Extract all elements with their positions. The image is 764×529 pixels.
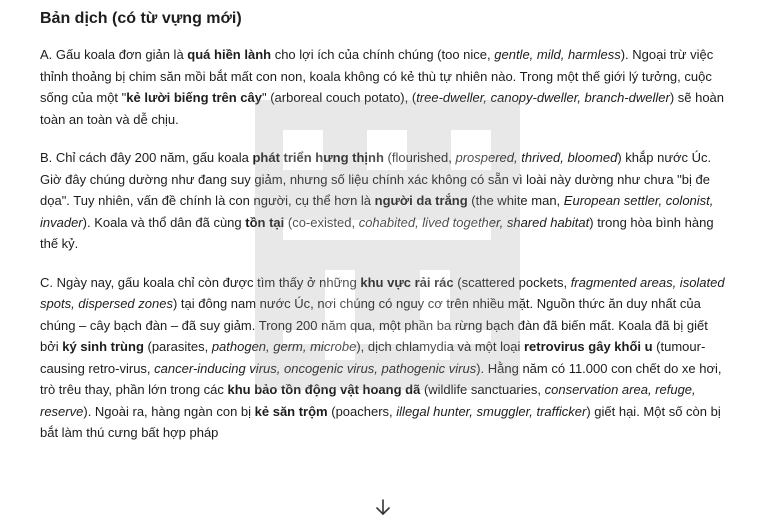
paragraph-text: A. Gấu koala đơn giản là: [40, 47, 188, 62]
italic-synonyms: European settler, colonist, invader: [40, 193, 714, 230]
arrow-down-icon[interactable]: [372, 497, 394, 519]
paragraph-text: B. Chỉ cách đây 200 năm, gấu koala: [40, 150, 253, 165]
italic-synonyms: prospered, thrived, bloomed: [455, 150, 618, 165]
paragraph-text: ) giết hại. Một số còn bị bắt làm thú cưng bất hợp pháp: [40, 403, 721, 440]
paragraph-text: (flourished,: [383, 150, 456, 165]
bold-term: tồn tại: [245, 214, 285, 230]
paragraph-text: (scattered pockets,: [453, 274, 571, 290]
italic-synonyms: fragmented areas, isolated spots, dispersed zones: [40, 274, 725, 311]
bold-term: ký sinh trùng: [62, 339, 144, 354]
paragraph-b: [40, 147, 730, 255]
paragraph-text: (the white man,: [467, 193, 564, 208]
paragraph-text: ). Ngoại trừ việc thỉnh thoảng bị chim săn mồi bắt mất con non, koala không có kẻ thù tự nhiên nào. Trong một thế giới lý tưởng, cuộc sống của một ": [40, 47, 714, 105]
document-title: Bản dịch (có từ vựng mới): [40, 10, 242, 27]
paragraph-text: ). Koala và thổ dân đã cùng: [82, 214, 246, 230]
paragraph-text: C. Ngày nay, gấu koala chỉ còn được tìm thấy ở những: [40, 274, 361, 290]
bold-term: kẻ săn trộm: [254, 403, 328, 419]
paragraph-text: (wildlife sanctuaries,: [420, 382, 545, 397]
bold-term: phát triển hưng thịnh: [252, 150, 384, 165]
bold-term: kẻ lười biếng trên cây: [126, 90, 262, 105]
paragraph-c: [40, 272, 730, 444]
bold-term: khu vực rải rác: [360, 274, 454, 290]
italic-synonyms: tree-dweller, canopy-dweller, branch-dweller: [416, 90, 670, 105]
paragraph-text: (parasites,: [143, 339, 212, 354]
italic-synonyms: gentle, mild, harmless: [494, 47, 621, 62]
paragraph-text: " (arboreal couch potato), (: [261, 90, 417, 105]
paragraph-text: ) khắp nước Úc. Giờ đây chúng dường như đang suy giảm, nhưng số liệu chính xác không có sẵn vì loài này dường như chưa "bị đe dọa". Tuy nhiên, vấn đề chính là con người, cụ thể hơn là: [40, 150, 712, 208]
italic-synonyms: illegal hunter, smuggler, trafficker: [396, 403, 587, 419]
bold-term: retrovirus gây khối u: [523, 339, 653, 354]
paragraph-text: ) tại đông nam nước Úc, nơi chúng có nguy cơ trên nhiều mặt. Nguồn thức ăn duy nhất của chúng – cây bạch đàn – đã suy giảm. Trong 200 năm qua, một phần ba rừng bạch đàn đã biến mất. Koala đã bị giết bởi: [40, 296, 708, 354]
italic-synonyms: pathogen, germ, microbe: [211, 339, 357, 354]
paragraph-text: ) sẽ hoàn toàn an toàn và dễ chịu.: [40, 90, 725, 127]
italic-synonyms: cancer-inducing virus, oncogenic virus, pathogenic virus: [154, 360, 477, 376]
document: [40, 8, 730, 461]
italic-synonyms: conservation area, refuge, reserve: [40, 382, 696, 419]
paragraph-text: ). Ngoài ra, hàng ngàn con bị: [83, 403, 255, 419]
bold-term: khu bảo tồn động vật hoang dã: [227, 382, 421, 397]
italic-synonyms: cohabited, lived together, shared habitat: [358, 214, 590, 230]
paragraph-text: (co-existed,: [284, 214, 359, 230]
paragraph-text: ) trong hòa bình hàng thế kỷ.: [40, 214, 714, 251]
paragraph-text: ), dịch chlamydia và một loại: [356, 339, 524, 354]
paragraph-text: cho lợi ích của chính chúng (too nice,: [271, 47, 495, 62]
bold-term: người da trắng: [374, 193, 468, 208]
paragraph-text: (poachers,: [327, 403, 397, 419]
paragraph-text: ). Hằng năm có 11.000 con chết do xe hơi, trò trêu thay, phần lớn trong các: [40, 360, 722, 397]
paragraph-text: (tumour-causing retro-virus,: [40, 339, 706, 376]
paragraph-a: [40, 44, 730, 130]
bold-term: quá hiền lành: [187, 47, 272, 62]
